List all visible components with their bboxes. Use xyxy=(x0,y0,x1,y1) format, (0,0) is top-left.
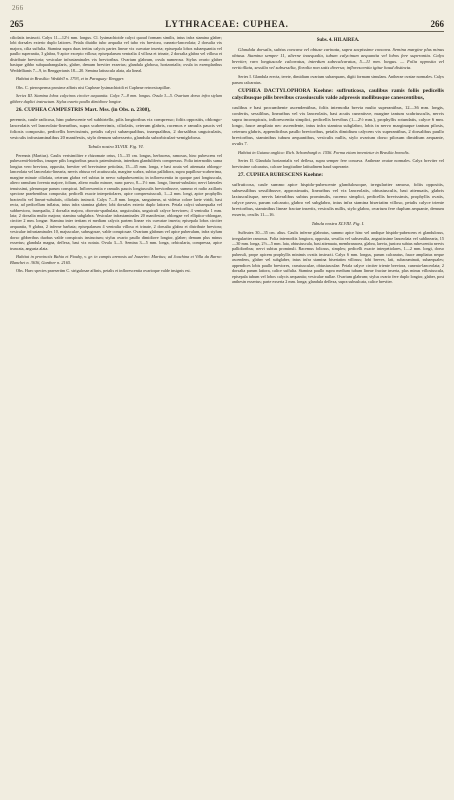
habitat-note: Habitat in Brasilia: Weddell n. 1793, et in Paraguay: Rengger. xyxy=(16,76,124,82)
right-page-number: 266 xyxy=(430,19,444,29)
species-heading: 26. CUPHEA CAMPESTRIS Mart. Mss. (in Obs. n. 2308), xyxy=(16,107,151,114)
right-column xyxy=(232,35,444,792)
corner-page-mark: 266 xyxy=(12,4,24,12)
observation-note: Obs. Haec species praesertim C. strigulosae affinis, petalis et inflorescentia ovarioque valde insignis est. xyxy=(16,268,191,274)
left-column xyxy=(10,35,222,792)
running-header xyxy=(10,19,444,29)
plate-reference: Tabula nostra XLVIII. Fig. VI. xyxy=(88,144,144,149)
paragraph: ciliolatis instructi. Calyx 11—12½ mm. longus. Cl. lysimachioide calyci quoad formam similis, intus infra stamina glaber; lobi dorsales exterio duplo latiores. Petala diuidio tubo aequalia vel tubo vix breviora, cuneato-lanceolata; 2 dorsalia vix majora, cilia suffulta. Stamina supra duas tertias calycis partes lineae vix curvatae inserta; epissepala lobos subaequantia vel paullo superantia, 3 glabra, 9 apice excepto villosa; episepalarum ventralia 4 villosa et trinate, 2 dorsalia glabra vel villosa et distribute brevioria; vesiculae infrastaminales vix brevioribus. Ovarium glabrum, ovula numerosa. Stylus ovario glaber basique gibbo subquadrangularis, glaber, demum breviter exsertus; glandula globosa, horizontalis; ovula in exemplaribus Weddellianis 7—9, in Renggerianis 18—20. Semina latiuscula alata, ala lineal. xyxy=(10,35,222,73)
species-heading: 27. CUPHEA RUBESCENS Koehne: xyxy=(238,172,324,179)
paragraph: Perennis (Martius). Caulis verisimiliter e rhizomate ortus, 15—35 cm. longus, herbaceus, ramosus, hinc pubescens vel pubescenti-hirtellus, insuper pilis longioribus paucis patentissimis, interdum glanduliferis compressus. Folia internodiis suma longius vero breviora, opposita, breviter vel brevissime petiolata, 15—45 mm. longa, e basi acuta vel attenuata oblongo-lanceolata vel lanceolato-linearia, nervis obtusa vel acutiuscula, margine scabra, subtus pallidiora, supra papilloso-scaberrima, margine minute ciliolata, ceterum glabra vel subtus in nervo subpubescentia; in inflorescentia in quoque pari longiuscula, altero ramulum foventa majore, folium, altero multo minore, nunc parvo, 8—1½ mm. longo, lineari-subulato; nervi laterales tenuissimi, plerumque parum conspicui. Inflorescentia e ramulis paucis longiusculis brevioribusve, summo et radio axillaris speciose praebentibus composita; pedicelli exacte interpetiolares, apice compressiusculi, 1—2 mm. longi, apice prophyllis bracteolis vel lineari-subulatis, ciliolatis instructi. Calyx 7—8 mm. longus, sanguineus, ut videtur colore laete viridi, basi recta, ad pedicellum inflatus, intus infra stamina glaber; lobi dorsales exterio duplo latiores. Petala calyci subaequalia vel subbreviora, inaequalia, 2 dorsalia majora, obovato-spathulata, unguiculata, unguiculi calyce breviores; 4 ventralia 1 mm. lata; 2 dorsalia multo majora; stamina subglabra. Vesiculae infrastaminales 20 manifestae, oblongae vel elliptico-oblongae, circiter 2 mm. longae. Stamina inter tertiam et mediam calycis partem lineae vix curvatae inserta; episepala lobos circiter aequantia, 9 glabra, 2 inferne barbata; episepalarum 4 ventralia villosa et trinate, 2 dorsalia glabra et distribute breviora; vesiculae infrastaminales 10, majusculae, subrugosae, valde conspicuae. Ovarium glabrum vel apice puberulum, infra stylum dorso gibberibus duobus valde conspicuis instructum; stylus ovario paullo dimidiove longior, glaber; demum plus minus exsertus; glandula magna, deflexa, basi vix notata. Ovula 3—5. Semina 3—5 mm. longa, orbicularia, compressa, apice truncata, angusta alata. xyxy=(10,152,222,251)
species-diagnosis: perennis, caule radicosa, hinc pubescente vel subhirtello, pilis longioribus vix compresso; foliis oppositis, oblongo-lanceolatis vel lanceolato-linearibus, supra scabeerrimis, ciliolatis, ceterum glabris, racemos e ramulis paucis vel foliosis composito, pedicellis brevissimis, petalis calyci subaequalibus, inaequalibus, 2 dorsalibus unguiculatis, vesiculis infrastaminalibus 20 manifestis, stylo demum subexserto, glandula suborbiculari-semiglobosa. xyxy=(10,117,222,141)
text-columns xyxy=(10,35,444,792)
left-page-number: 265 xyxy=(10,19,24,29)
habitat-note: Habitat in provinciis Bahia et Piauhy, v. gr. in campis arenosis ad Joazeiro: Martius; ad Joachina et Villa da Barra: Blanchet n. 3636, Gardner n. 2165. xyxy=(10,254,222,265)
paragraph: Glandula dorsalis, subtus concava vel obtuse carinata, supra sacpissime concava. Semina margine plus minus obtusa. Stamina semper 11, alterne inaequalia, tubum calycinum aequantia vel lobos fere superantia. Calyx breviter, raro longiuscule calcaratus, interdum subecalcaratus, 5—11 mm. longus. — Folia opposita vel verticillata, sessilia vel subsessilia, floralia non satis diversa; inflorescentia igitur haud distincta. xyxy=(232,47,444,71)
species-diagnosis: suffruticosa, caule summo apice hispido-pubescente glandulosoque, irregulariter ramoso, foliis oppositis, subsessilibus sessilibusve, approximatis, linearibus vel vix lanceolatis, obtusiusculis, basi attenuatis, glabris laxiusculisque, nervis lateralibus subtus prominulis, racemo simplici, pedicellis brevissimis, prophyllis ovatis, calyce parvo, parum calcarato, glabro vel subglabro, intus infra stamina biseriatim villoso, petalis calyce triente brevioribus, staminibus lineae fractae insertis, vesiculis nullis, stylo glabro, ovarium fere duplum aequante, demum exserto, ovulis 11—16. xyxy=(232,182,444,218)
habitat-note: Habitat in Guiana anglica: Rich. Schomburgk n. 1556. Forma etiam invenietur in Brasilia borealis. xyxy=(238,149,410,155)
species-diagnosis: caulibus e basi procumbente ascendentibus, foliis internodia brevia multo superantibus, 12—36 mm. longis, confertis, sessilibus, linearibus vel vix lanceolatis, basi acutis cuneatisve, margine tantum scabriusculis, nervis supra inconspicuis, inflorescentia simplici, pedicellis brevibus (1—2½ mm.), prophyllis rotundatis, calyce 6 mm. longo, fauce ampliato nec ascendente, intus infra stamina subglabro, lobis in nervo marginaque tantum pilosis, ceterum glabris, appendicibus paullo brevioribus, petalis dimidium calycem vix superantibus, 2 dorsalibus paullo brevioribus, staminibus tubum aequantibus, vesiculis nullis, stylo ovarium dorso pilosum dimidium aequante, ovulis 7. xyxy=(232,105,444,146)
subsection-heading: Subs. 4. HILAIREA. xyxy=(316,38,360,43)
series-description: Series III. Stamina lobos calycinos circiter aequantia. Calyx 7—8 mm. longus. Ovula 3—5. Ovarium dorso infra stylum gibbere duplici instructum. Stylus ovario paullo dimidiove longior. xyxy=(10,93,222,104)
series-description: Series I. Glandula erecta, terete, dimidium ovarium subaequans, digiti formam simulans. Antherae ovatae normales. Calyx parum calcaratus. xyxy=(232,74,444,85)
series-description: Series II. Glandula horizontalis vel deflexa, supra semper fere concava. Antherae ovatae normales. Calyx breviter vel brevissime calcaratus, calcare longitudine latitudinem haud superante. xyxy=(232,158,444,169)
species-heading: CUPHEA DACTYLOPHORA Koehne: suffruticosa, caulibus ramis foliis pedicellis calycibusque pilis brevibus crassiusculis valde adpressis mollibusque canescentibus, xyxy=(232,88,444,102)
header-rule xyxy=(10,31,444,32)
paragraph: Suffrutex 30—35 cm. altus. Caulis inferne glabratus, summo apice hinc vel undique hispido-pubescens et glandulosus, irregulariter ramosus. Folia internodiis longiora, opposita, sessilia vel subsessilia, angustissime lanceolata vel sublinearia, 15—30 mm. longa, 2½—5 mm. lata, obtusiuscula, basi attenuata, membranacea, glabra, laevia, juniora subtus rubescentia nervis pallidioribus; nervi subtus prominuli. Racemus foliosus, simplex; pedicelli exacte interpetiolares, 1—2 mm. longi, dorso puberuli, prope apicem prophyllis minimis ovatis instructi. Calyx 6 mm. longus, parum calcaratus, fauce ampliatus neque ascendens, glaber vel subglaber, intus infra stamina biseriatim villosus; lobi breves, lati, subacuminati, subaequales; appendices lobis paullo breviores, crassiusculae, obtusiusculae. Petala calyce circiter triente breviora, cuneato-lanceolata; 2 dorsalia parum latiora, calice suffulta. Stamina paullo supra medium tubum lineae fractae inserta, plus minus villosiuscula, episepala tubum vel lobos calycis aequantia; vesiculae nullae. Ovarium glabrum; stylus ovario fere duplo longior, glaber, post anthesin exsertus; parte exserta 2 mm. longa; glandula deflexa, supra subsulcata, calice breviter. xyxy=(232,230,444,285)
observation-note: Obs. C. pterosperma proxime affinis nisi Cupheae lysimachioidi et Cupheae retrorsicapillae. xyxy=(16,84,171,90)
plate-reference: Tabula nostra XLVIII. Fig. I. xyxy=(311,221,365,227)
running-title: LYTHRACEAE: CUPHEA. xyxy=(165,19,289,29)
